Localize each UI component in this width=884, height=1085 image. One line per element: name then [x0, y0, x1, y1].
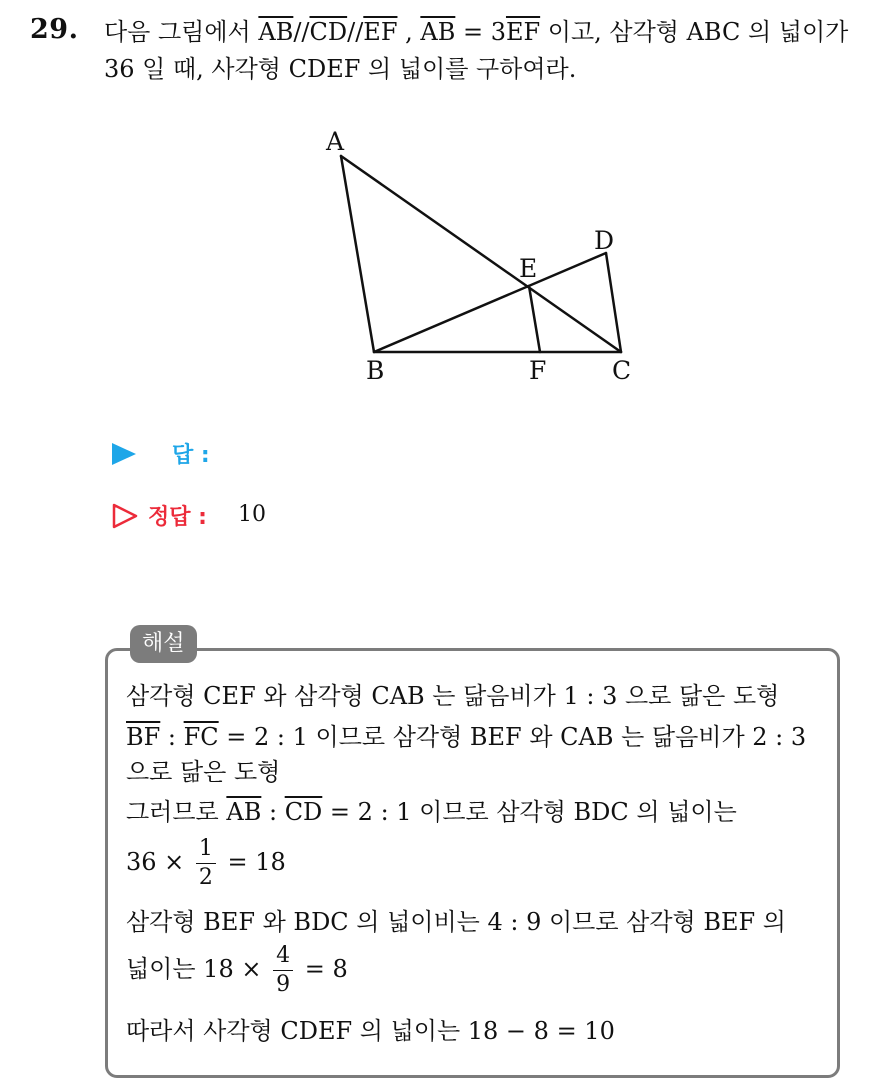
question-text-part: 다음 그림에서	[104, 18, 259, 46]
geometry-figure	[300, 120, 660, 390]
fraction-denominator: 9	[276, 972, 291, 997]
line-ab	[341, 156, 374, 352]
parallel-symbol: //	[293, 18, 310, 46]
segment-bf: $\overline{BF}$	[126, 723, 161, 751]
segment-cd: $\overline{CD}$	[309, 18, 348, 46]
solution-line-8: 따라서 사각형 CDEF 의 넓이는 18 − 8 = 10	[126, 1017, 615, 1045]
segment-fc: $\overline{FC}$	[183, 723, 219, 751]
expression-part: 36 ×	[126, 848, 192, 876]
fraction-numerator: 4	[273, 945, 293, 971]
solution-line-2	[126, 722, 806, 752]
solution-text-part: 그러므로	[126, 798, 227, 826]
solution-line-1: 삼각형 CEF 와 삼각형 CAB 는 닮음비가 1 : 3 으로 닮은 도형	[126, 682, 780, 710]
expression-part: 넓이는 18 ×	[126, 955, 270, 983]
outline-triangle-icon	[112, 503, 138, 529]
fraction-numerator: 1	[196, 838, 216, 864]
segment-ab: $\overline{AB}$	[226, 798, 262, 826]
solution-line-7	[126, 945, 348, 996]
fraction	[196, 838, 216, 889]
solution-line-3: 으로 닮은 도형	[126, 758, 281, 786]
question-text-part: 이고, 삼각형 ABC 의 넓이가 36 일 때, 사각형 CDEF 의 넓이를 구하여라.	[104, 18, 849, 83]
line-ef	[529, 286, 540, 352]
correct-answer-label: 정답 :	[148, 505, 207, 530]
solution-line-6: 삼각형 BEF 와 BDC 의 넓이비는 4 : 9 이므로 삼각형 BEF 의	[126, 908, 786, 936]
label-d: D	[594, 226, 615, 255]
solution-tag: 해설	[130, 625, 197, 663]
ratio-colon: :	[261, 798, 285, 826]
question-text-part: ,	[397, 18, 421, 46]
question-text	[104, 14, 874, 88]
expression-part: = 18	[219, 848, 286, 876]
fraction	[273, 945, 293, 996]
answer-label: 답 :	[172, 443, 210, 468]
label-f: F	[529, 356, 547, 385]
parallel-symbol: //	[347, 18, 364, 46]
solution-line-5	[126, 838, 286, 889]
question-text-part: = 3	[455, 18, 506, 46]
solution-text-part: = 2 : 1 이므로 삼각형 BEF 와 CAB 는 닮음비가 2 : 3	[218, 723, 807, 751]
ratio-colon: :	[160, 723, 184, 751]
line-dc	[606, 253, 621, 352]
correct-answer-value: 10	[238, 502, 266, 527]
segment-ef: $\overline{EF}$	[505, 18, 541, 46]
fraction-denominator: 2	[198, 865, 213, 890]
solution-text-part: = 2 : 1 이므로 삼각형 BDC 의 넓이는	[322, 798, 737, 826]
segment-ab: $\overline{AB}$	[420, 18, 456, 46]
segment-ef: $\overline{EF}$	[363, 18, 398, 46]
label-e: E	[519, 254, 538, 283]
label-b: B	[366, 356, 385, 385]
solution-line-4	[126, 797, 737, 827]
segment-cd: $\overline{CD}$	[284, 798, 323, 826]
question-number: 29.	[30, 14, 79, 45]
segment-ab: $\overline{AB}$	[258, 18, 294, 46]
expression-part: = 8	[297, 955, 348, 983]
line-ac	[341, 156, 621, 352]
play-triangle-icon	[112, 443, 136, 465]
label-a: A	[326, 127, 345, 156]
line-bd	[374, 253, 606, 352]
label-c: C	[612, 356, 632, 385]
